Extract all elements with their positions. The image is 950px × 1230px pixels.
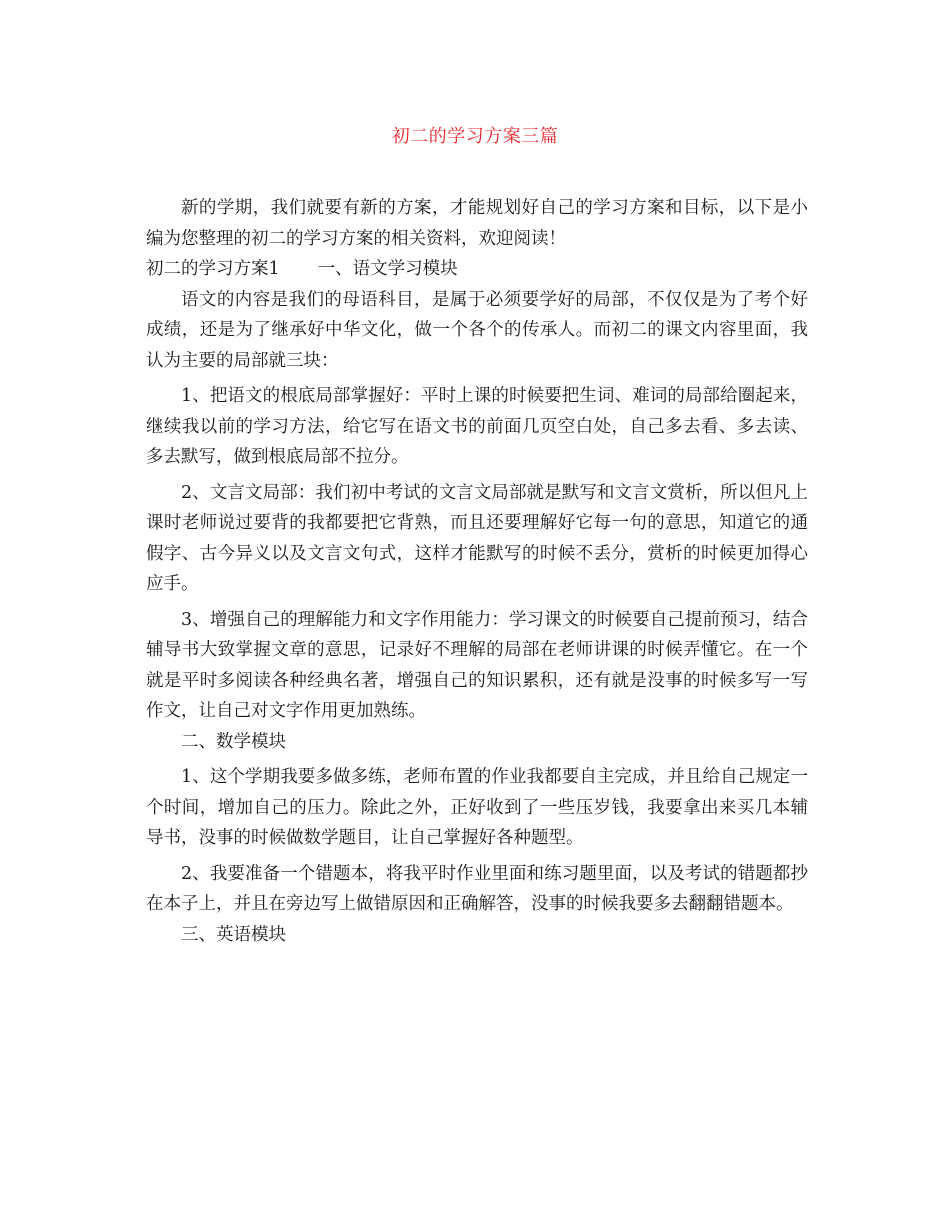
english-section-heading: 三、英语模块 (181, 924, 286, 945)
chinese-paragraph-3: 3、增强自己的理解能力和文字作用能力：学习课文的时候要自己提前预习，结合辅导书大致掌握文章的意思，记录好不理解的局部在老师讲课的时候弄懂它。在一个就是平时多阅读各种经典名著，增强自己的知识累积，还有就是没事的时候多写一写作文，让自己对文字作用更加熟练。 (146, 609, 808, 721)
document-body (146, 193, 808, 950)
math-section-heading: 二、数学模块 (181, 731, 286, 752)
document-title: 初二的学习方案三篇 (391, 126, 559, 147)
chinese-paragraph-1: 1、把语文的根底局部掌握好：平时上课的时候要把生词、难词的局部给圈起来，继续我以前的学习方法，给它写在语文书的前面几页空白处，自己多去看、多去读、多去默写，做到根底局部不拉分。 (146, 386, 808, 467)
plan-label: 初二的学习方案1 (146, 259, 280, 279)
chinese-paragraph-2: 2、文言文局部：我们初中考试的文言文局部就是默写和文言文赏析，所以但凡上课时老师说过要背的我都要把它背熟，而且还要理解好它每一句的意思，知道它的通假字、古今异义以及文言文句式，这样才能默写的时候不丢分，赏析的时候更加得心应手。 (146, 482, 808, 594)
math-paragraph-2: 2、我要准备一个错题本，将我平时作业里面和练习题里面，以及考试的错题都抄在本子上，并且在旁边写上做错原因和正确解答，没事的时候我要多去翻翻错题本。 (146, 863, 808, 914)
chinese-section-heading: 一、语文学习模块 (317, 259, 458, 279)
chinese-paragraph-intro: 语文的内容是我们的母语科目，是属于必须要学好的局部，不仅仅是为了考个好成绩，还是为了继承好中华文化，做一个各个的传承人。而初二的课文内容里面，我认为主要的局部就三块： (146, 289, 808, 371)
math-paragraph-1: 1、这个学期我要多做多练，老师布置的作业我都要自主完成，并且给自己规定一个时间，增加自己的压力。除此之外，正好收到了一些压岁钱，我要拿出来买几本辅导书，没事的时候做数学题目，让自己掌握好各种题型。 (146, 767, 808, 848)
plan-heading (146, 254, 808, 285)
intro-paragraph: 新的学期，我们就要有新的方案，才能规划好自己的学习方案和目标，以下是小编为您整理的初二的学习方案的相关资料，欢迎阅读！ (146, 198, 808, 249)
